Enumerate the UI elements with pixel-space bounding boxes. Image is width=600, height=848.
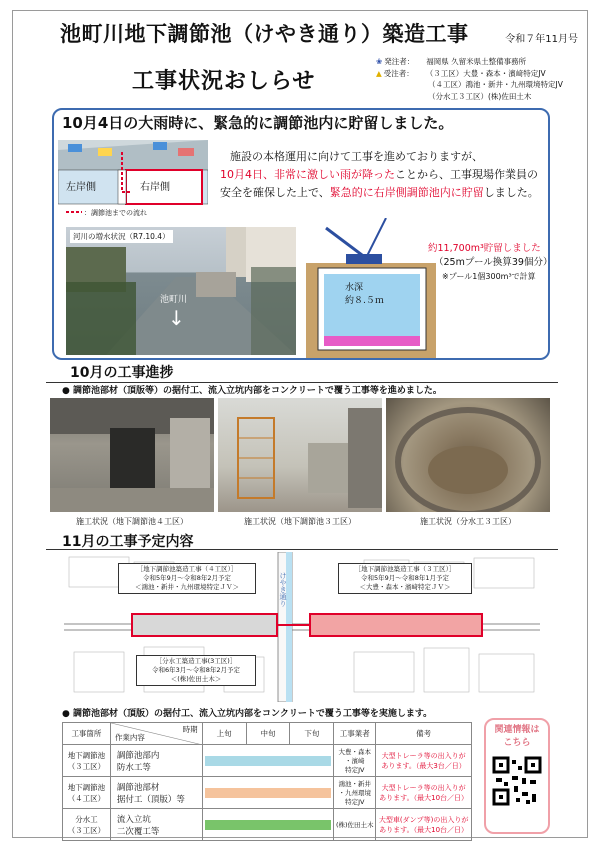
contractor-3: （３工区）大豊・森本・濱﨑特定JV [425,68,546,78]
rain-body-line2-text: ことから、工事現場作業員の [395,168,538,181]
page-title: 池町川地下調節池（けやき通り）築造工事 [60,22,469,46]
issuer-name: 福岡県 久留米県土整備事務所 [426,57,527,66]
schedule-remark: 大型トレーラ等の出入りが あります。（最大10台／日） [376,777,472,809]
october-bullet: ● 調節池部材（頂版等）の据付工、流入立坑内部をコンクリートで覆う工事等を進めました。 [62,386,442,396]
photo-3-svg [218,398,382,512]
schedule-header-place: 工事箇所 [63,723,111,745]
schedule-remark: 大型トレーラ等の出入りが あります。（最大3台／日） [376,745,472,777]
schedule-header-late: 下旬 [290,723,334,745]
river-photo-svg [66,227,296,355]
storage-volume-1: 約11,700m³貯留しました [428,243,541,254]
map-box-diversion-title: ［分水工築造工事(3工区)］ [155,657,237,665]
map-box-diversion-jv: ＜(株)佐田土木＞ [170,675,222,683]
river-caption: 河川の増水状況（R7.10.4） [70,230,173,243]
schedule-place: 地下調節池 （４工区） [63,777,111,809]
flow-legend: ：調節池までの流れ [84,209,147,217]
schedule-row [63,809,472,841]
map-box-3-title: ［地下調節池築造工事（３工区）］ [354,565,456,573]
qr-code-svg [492,756,542,806]
map-box-diversion-period: 令和6年3月～令和8年2月予定 [151,666,241,674]
depth-label-1: 水深 [345,283,364,293]
schedule-header-row [63,723,472,745]
rain-body-line3 [220,184,540,202]
photo-3-caption: 施工状況（地下調節池３工区） [244,517,356,526]
map-box-4 [118,563,256,594]
schedule-header-company: 工事業者 [334,723,376,745]
rain-body-red1: 10月4日、非常に激しい雨が降った [220,168,395,181]
prefecture-logo-icon: ❀ [376,57,383,66]
rain-body [220,148,540,202]
photo-4-caption: 施工状況（地下調節池４工区） [76,517,188,526]
schedule-company: 大豊・森本 ・濱﨑 特定JV [334,745,376,777]
schedule-header-period: 時期 [182,725,198,734]
schedule-bar [205,756,332,766]
related-info-panel[interactable] [484,718,550,834]
photo-4-svg [50,398,214,512]
helmet-icon: ▲ [376,68,382,78]
map-box-3-period: 令和5年9月～令和8年1月予定 [360,574,450,582]
october-bullet-text: 調節池部材（頂版等）の据付工、流入立坑内部をコンクリートで覆う工事等を進めました。 [73,386,442,396]
depth-label [345,282,384,308]
schedule-bar-cell [202,777,334,809]
depth-label-2: 約８.５ｍ [345,296,384,306]
rain-headline: 10月4日の大雨時に、緊急的に調節池内に貯留しました。 [62,114,454,132]
river-name-label: 池町川 [160,295,188,305]
related-info-label [486,724,548,750]
photo-diversion-caption: 施工状況（分水工３工区） [420,517,516,526]
photo-4-section [50,398,214,512]
contractor-4: （４工区）鴻池・新井・九州環境特定JV [428,80,563,89]
rain-body-line3-end: しました。 [483,186,539,199]
storage-note: ※プール1個300m³で計算 [442,272,536,281]
november-title: 11月の工事予定内容 [62,534,194,550]
schedule-row [63,777,472,809]
schedule-remark: 大型車(ダンプ等)の出入りが あります。（最大10台／日） [376,809,472,841]
schedule-place: 分水工 （３工区） [63,809,111,841]
photo-diversion-svg [386,398,550,512]
schedule-company: 鴻池・新井 ・九州環境 特定JV [334,777,376,809]
flow-arrow-icon: ↓ [168,306,185,330]
november-rule [46,549,558,550]
page-subtitle: 工事状況おしらせ [132,69,316,94]
schedule-header-early: 上旬 [202,723,246,745]
schedule-bar [205,788,332,798]
issuer-block [376,56,563,102]
schedule-bar-cell [202,745,334,777]
map-box-4-title: ［地下調節池築造工事（４工区）］ [136,565,238,573]
related-info-label-1: 関連情報は [494,725,540,735]
issue-date: 令和７年11月号 [505,34,578,45]
rain-body-line3-text: 安全を確保した上で、 [220,186,330,199]
right-bank-label: 右岸側 [140,182,170,193]
photo-diversion-section [386,398,550,512]
issuer-label: 発注者： [384,57,415,66]
contractor-label: 受注者： [383,68,414,78]
left-bank-label: 左岸側 [66,182,96,193]
river-photo [66,227,296,355]
november-bullet: ● 調節池部材（頂版）の据付工、流入立坑内部をコンクリートで覆う工事等を実施します。 [62,709,433,719]
schedule-place: 地下調節池 （３工区） [63,745,111,777]
november-bullet-text: 調節池部材（頂版）の据付工、流入立坑内部をコンクリートで覆う工事等を実施します。 [73,709,433,719]
schedule-content: 流入立坑 二次覆工等 [110,809,202,841]
schedule-company: (株)佐田土木 [334,809,376,841]
related-info-label-2: こちら [503,738,531,748]
map-road-label: けやき通り [279,572,287,607]
schedule-content: 調節池部内 防水工等 [110,745,202,777]
map-box-4-period: 令和5年9月～令和8年2月予定 [142,574,232,582]
qr-code-icon[interactable] [492,756,542,806]
schedule-header-content-label: 作業内容 [114,733,145,742]
october-title: 10月の工事進捗 [70,365,174,381]
schedule-header-remark: 備考 [376,723,472,745]
schedule-header-mid: 中旬 [246,723,290,745]
storage-volume [428,242,552,284]
contractor-diversion: （分水工３工区）(株)佐田土木 [428,91,532,101]
schedule-content: 調節池部材 据付工（頂版）等 [110,777,202,809]
rain-body-red2: 緊急的に右岸側調節池内に貯留 [329,186,484,199]
schedule-header-content [110,723,202,745]
map-box-diversion [136,655,256,686]
schedule-row [63,745,472,777]
rain-body-line1: 施設の本格運用に向けて工事を進めておりますが、 [230,150,483,163]
schedule-bar-cell [202,809,334,841]
storage-volume-2: （25mプール換算39個分） [434,257,553,268]
schedule-table [62,722,472,841]
map-box-4-jv: ＜鴻池・新井・九州環境特定ＪＶ＞ [135,583,239,591]
map-box-3-jv: ＜大豊・森本・濱﨑特定ＪＶ＞ [359,583,451,591]
photo-3-section [218,398,382,512]
rain-body-line2 [220,166,540,184]
schedule-bar [205,820,332,830]
map-box-3 [338,563,472,594]
